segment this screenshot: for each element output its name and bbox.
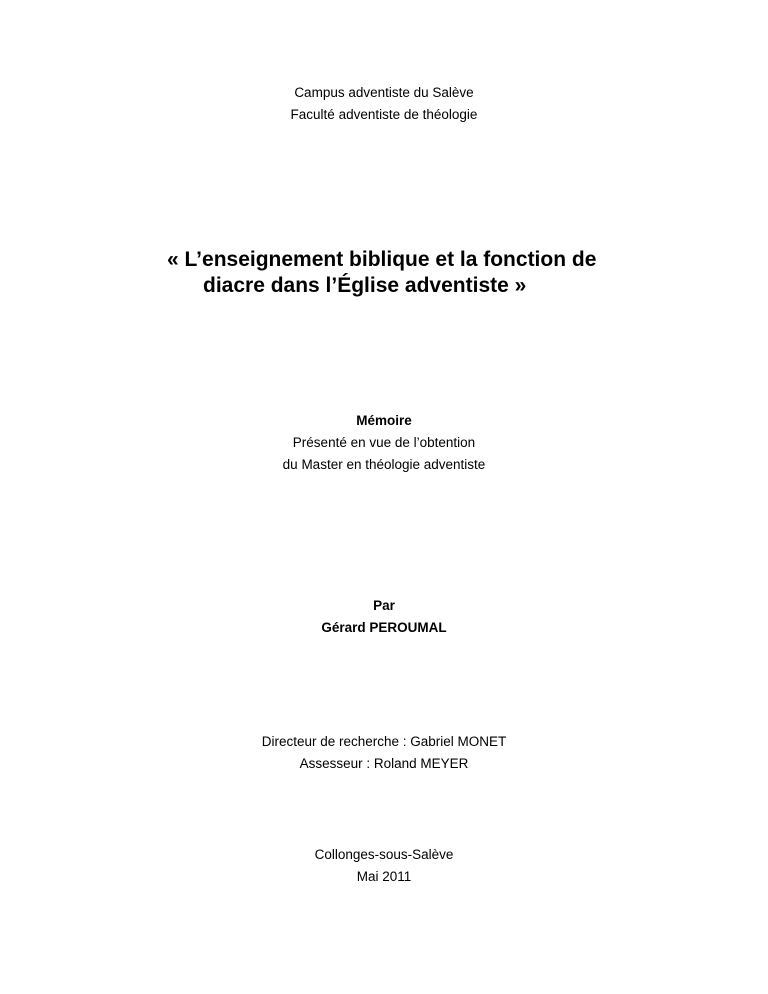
- date: Mai 2011: [356, 869, 412, 884]
- institution-name: Campus adventiste du Salève: [294, 85, 474, 100]
- by-label: Par: [373, 598, 395, 613]
- assessor: Assesseur : Roland MEYER: [299, 756, 469, 771]
- document-type: Mémoire: [356, 413, 412, 428]
- purpose-line-1: Présenté en vue de l’obtention: [292, 435, 476, 450]
- place: Collonges-sous-Salève: [314, 847, 454, 862]
- purpose-line-2: du Master en théologie adventiste: [282, 457, 486, 472]
- thesis-title-line-2: diacre dans l’Église adventiste »: [203, 274, 527, 297]
- author-name: Gérard PEROUMAL: [321, 620, 447, 635]
- research-director: Directeur de recherche : Gabriel MONET: [261, 734, 507, 749]
- thesis-title-line-1: « L’enseignement biblique et la fonction de: [167, 248, 597, 271]
- faculty-name: Faculté adventiste de théologie: [290, 107, 478, 122]
